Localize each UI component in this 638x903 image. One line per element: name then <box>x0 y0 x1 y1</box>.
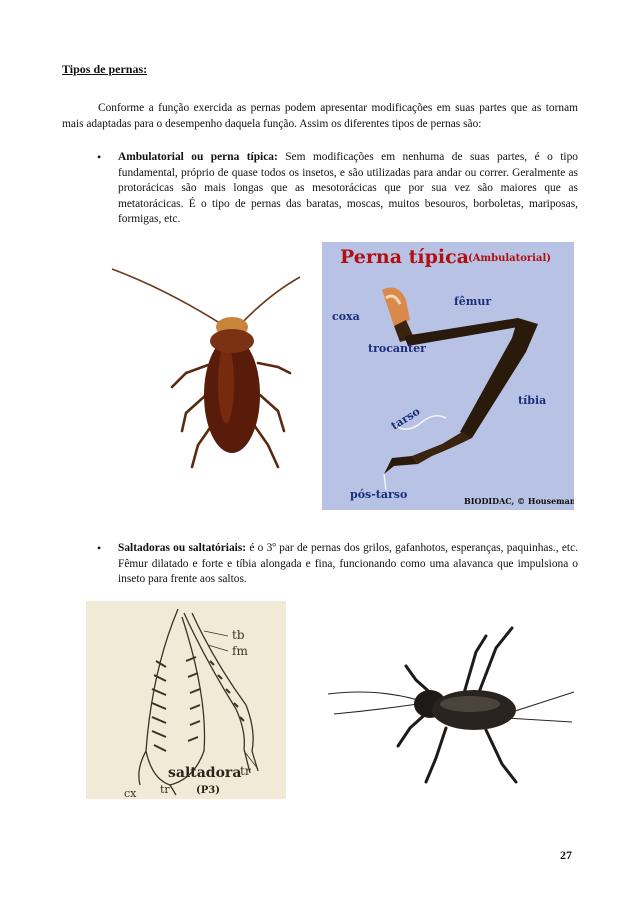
label-trocanter: trocanter <box>368 342 426 355</box>
label-tibia: tíbia <box>518 394 547 407</box>
bullet-text <box>118 150 578 228</box>
bullet-body: é o 3º par de pernas dos grilos, gafanhotos, esperanças, paquinhas., etc. Fêmur dilatado e forte e tíbia alongada e fina, funcionando como uma alavanca que impulsiona o inseto para frente aos saltos. <box>118 542 579 585</box>
label-pos-tarso: pós-tarso <box>350 488 408 501</box>
label-cx: cx <box>124 787 137 799</box>
bullet-dot: • <box>97 541 102 555</box>
section-heading: Tipos de pernas: <box>62 62 148 76</box>
typical-leg-diagram <box>322 242 574 510</box>
cricket-photo <box>326 618 576 788</box>
cockroach-photo <box>108 255 304 475</box>
bullet-title: Saltadoras ou saltatóriais: <box>118 542 247 554</box>
bullet-text <box>118 541 578 588</box>
label-coxa: coxa <box>332 310 360 323</box>
label-tarso: tarso <box>388 404 423 433</box>
typical-leg-drawing <box>322 242 574 510</box>
jumping-leg-sketch <box>86 601 286 799</box>
saltadora-subtitle: (P3) <box>196 785 220 796</box>
page-number: 27 <box>560 848 572 862</box>
bullet-title: Ambulatorial ou perna típica: <box>118 151 278 163</box>
intro-paragraph: Conforme a função exercida as pernas podem apresentar modificações em suas partes que as tornam mais adaptadas para o desempenho daquela função. Assim os diferentes tipos de pernas são: <box>62 102 578 130</box>
label-femur: fêmur <box>454 295 492 308</box>
jumping-leg-drawing <box>86 601 286 799</box>
label-fm: fm <box>232 644 248 658</box>
saltadora-title: saltadora <box>168 765 242 781</box>
leg-title: Perna típica <box>340 246 469 268</box>
label-tb: tb <box>232 628 245 642</box>
bullet-body: Sem modificações em nenhuma de suas partes, é o tipo fundamental, próprio de quase todos os insetos, e são utilizadas para andar ou correr. Geralmente as protorácicas são mais longas que as mesotorácicas que por sua vez são maiores que as metatorácicas. É o tipo de pernas das baratas, moscas, muitos besouros, borboletas, mariposas, formigas, etc. <box>118 151 578 225</box>
label-tr-bottom: tr <box>160 783 170 796</box>
leg-subtitle: (Ambulatorial) <box>468 253 551 264</box>
label-tr-right: tr <box>240 764 251 778</box>
leg-credit: BIODIDAC, © Houseman <box>464 496 574 506</box>
bullet-dot: • <box>97 150 102 164</box>
